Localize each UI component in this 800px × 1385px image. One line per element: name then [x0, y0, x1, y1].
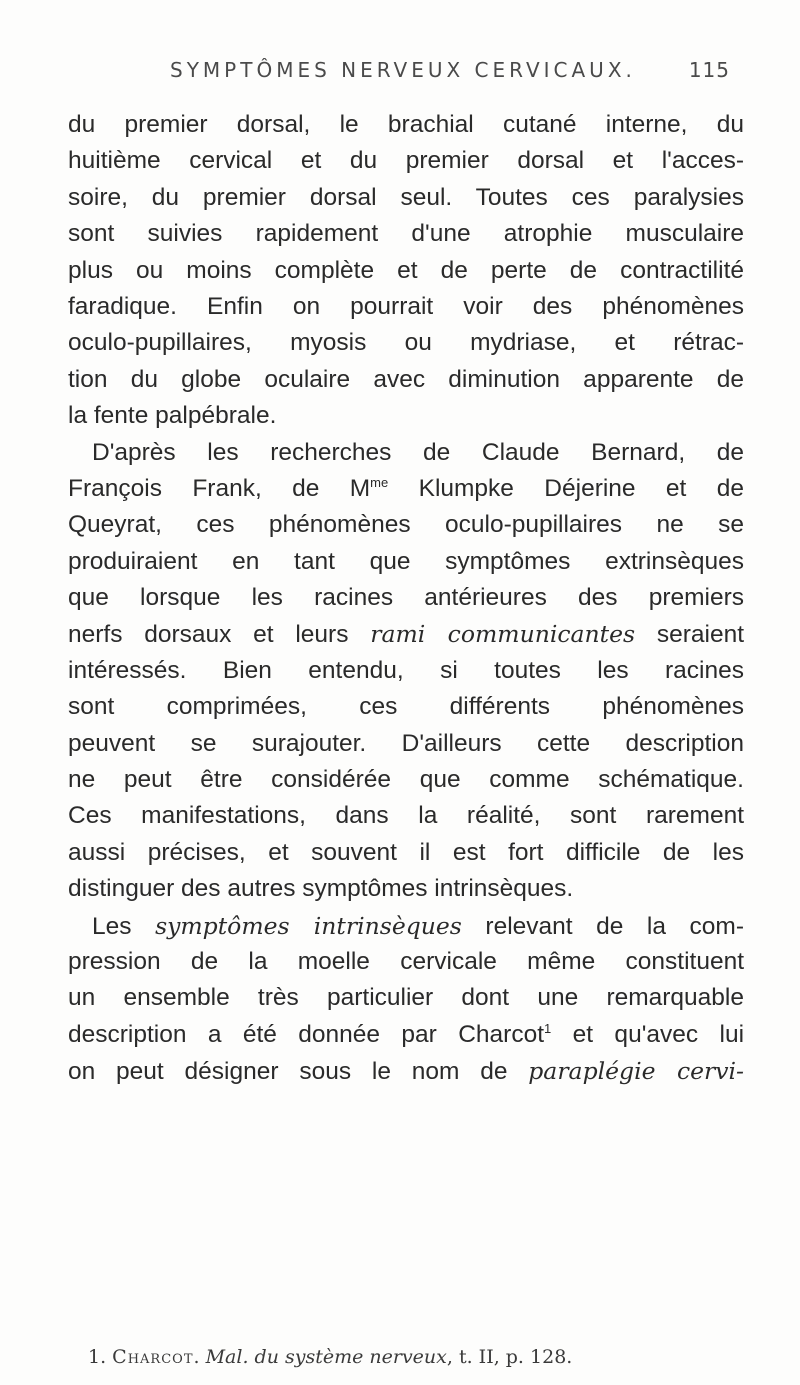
italic-paraplegie-cervi: paraplégie cervi-	[528, 1057, 744, 1086]
text-line-3: soire, du premier dorsal seul. Toutes ces paralysies	[68, 183, 744, 211]
text-line-23-start: Les	[92, 912, 156, 940]
text-line-20: Ces manifestations, dans la réalité, sont rarement	[68, 802, 744, 830]
footnote-sep: .	[193, 1346, 206, 1368]
text-line-21: aussi précises, et souvent il est fort difficile de les	[68, 838, 744, 866]
text-line-17: sont comprimées, ces différents phénomènes	[68, 693, 744, 721]
text-line-10: D'après les recherches de Claude Bernard, de	[92, 438, 744, 466]
footnote	[88, 1346, 748, 1368]
text-line-8: tion du globe oculaire avec diminution apparente de	[68, 365, 744, 393]
running-title: SYMPTÔMES NERVEUX CERVICAUX.	[170, 58, 636, 82]
text-line-15-end: seraient	[635, 621, 744, 649]
italic-symptomes-intrinseques: symptômes intrinsèques	[155, 911, 462, 940]
main-text	[68, 107, 744, 1090]
text-line-11-start: François Frank, de M	[68, 474, 371, 502]
text-line-22: distinguer des autres symptômes intrinsèques.	[68, 875, 574, 903]
text-line-2: huitième cervical et du premier dorsal et l'acces-	[68, 147, 744, 175]
text-line-6: faradique. Enfin on pourrait voir des phénomènes	[68, 292, 744, 320]
superscript-me: me	[370, 474, 389, 490]
page-number: 115	[688, 58, 730, 82]
italic-rami-communicantes: rami communicantes	[370, 620, 636, 649]
text-line-18: peuvent se surajouter. D'ailleurs cette description	[68, 729, 744, 757]
text-line-11	[68, 471, 744, 507]
text-line-4: sont suivies rapidement d'une atrophie musculaire	[68, 220, 744, 248]
text-line-16: intéressés. Bien entendu, si toutes les racines	[68, 656, 744, 684]
text-line-27	[68, 1053, 744, 1089]
text-line-27-start: on peut désigner sous le nom de	[68, 1058, 529, 1086]
text-line-15	[68, 616, 744, 652]
text-line-12: Queyrat, ces phénomènes oculo-pupillaires ne se	[68, 511, 744, 539]
text-line-23-end: relevant de la com-	[461, 912, 744, 940]
text-line-14: que lorsque les racines antérieures des premiers	[68, 584, 744, 612]
footnote-ref: , t. II, p. 128.	[446, 1346, 573, 1368]
text-line-13: produiraient en tant que symptômes extrinsèques	[68, 547, 744, 575]
text-line-24: pression de la moelle cervicale même constituent	[68, 947, 744, 975]
text-line-7: oculo-pupillaires, myosis ou mydriase, et rétrac-	[68, 329, 744, 357]
running-header	[170, 58, 730, 90]
text-line-26-start: description a été donnée par Charcot	[68, 1020, 545, 1048]
footnote-ref-1: 1	[544, 1020, 552, 1036]
footnote-author: Charcot	[112, 1346, 194, 1368]
footnote-title: Mal. du système nerveux	[205, 1346, 447, 1368]
text-line-26-end: et qu'avec lui	[551, 1020, 745, 1048]
text-line-15-start: nerfs dorsaux et leurs	[68, 621, 371, 649]
text-line-19: ne peut être considérée que comme schématique.	[68, 766, 744, 794]
text-line-5: plus ou moins complète et de perte de contractilité	[68, 256, 744, 284]
text-line-11-end: Klumpke Déjerine et de	[388, 474, 744, 502]
footnote-number: 1.	[88, 1346, 113, 1368]
text-line-26	[68, 1017, 744, 1053]
text-line-1: du premier dorsal, le brachial cutané interne, du	[68, 111, 744, 138]
text-line-25: un ensemble très particulier dont une remarquable	[68, 984, 744, 1012]
text-line-9: la fente palpébrale.	[68, 402, 277, 430]
text-line-23	[68, 908, 744, 944]
